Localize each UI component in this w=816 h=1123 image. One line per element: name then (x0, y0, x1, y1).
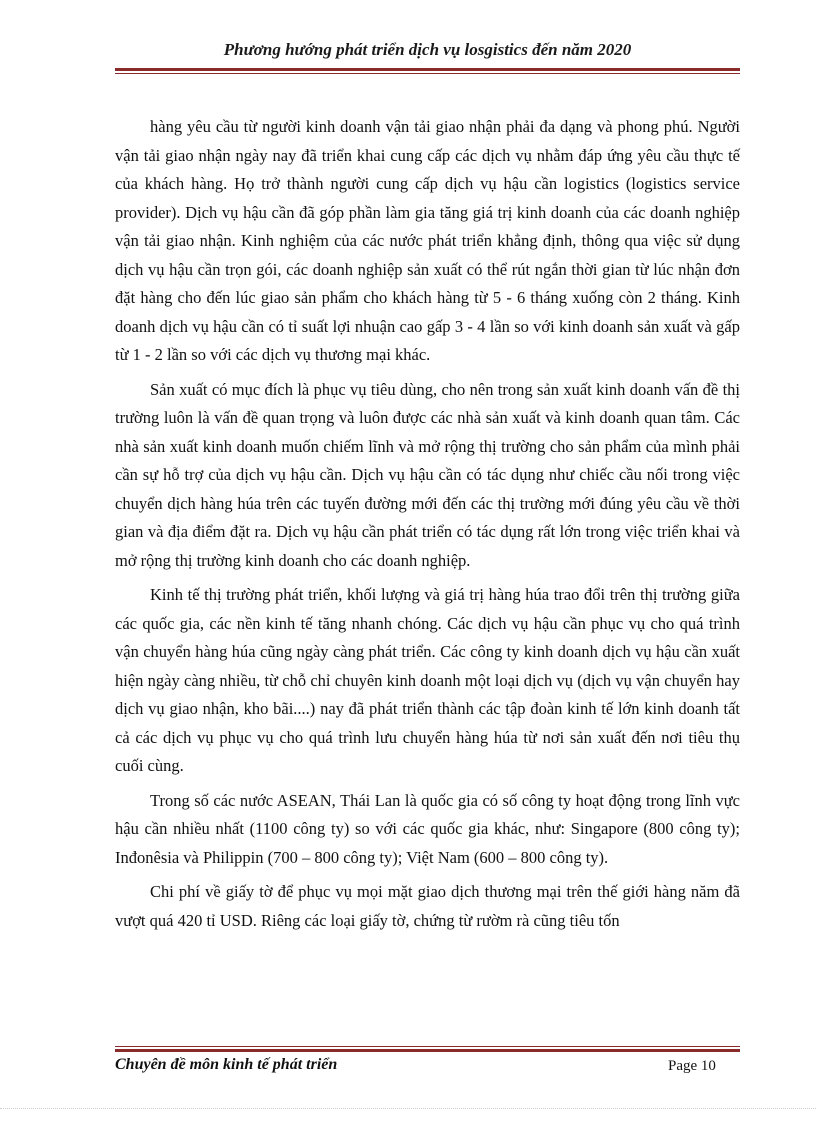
header-rule-thin (115, 73, 740, 74)
paragraph-3: Kinh tế thị trường phát triển, khối lượng và giá trị hàng húa trao đổi trên thị trường giữa các quốc gia, các nền kinh tế tăng nhanh chóng. Các dịch vụ hậu cần phục vụ cho quá trình vận chuyển hàng húa cũng ngày càng phát triển. Các công ty kinh doanh dịch vụ hậu cần xuất hiện ngày càng nhiều, từ chỗ chỉ chuyên kinh doanh một loại dịch vụ (dịch vụ vận chuyển hay dịch vụ giao nhận, kho bãi....) nay đã phát triển thành các tập đoàn kinh tế lớn kinh doanh tất cả các dịch vụ phục vụ cho quá trình lưu chuyển hàng húa từ nơi sản xuất đến nơi tiêu thụ cuối cùng. (115, 585, 740, 775)
page-number: Page 10 (668, 1058, 716, 1074)
footer-course-title: Chuyên đề môn kinh tế phát triển (115, 1056, 338, 1073)
header-rule-thick (115, 68, 740, 71)
footer-rule-thick (115, 1049, 740, 1052)
document-body (115, 113, 740, 941)
paragraph-4: Trong số các nước ASEAN, Thái Lan là quốc gia có số công ty hoạt động trong lĩnh vực hậu cần nhiều nhất (1100 công ty) so với các quốc gia khác, như: Singapore (800 công ty); Inđonêsia và Philippin (700 – 800 công ty); Việt Nam (600 – 800 công ty). (115, 790, 740, 867)
page-bottom-edge (0, 1108, 816, 1109)
footer-rule-thin (115, 1046, 740, 1047)
paragraph-2: Sản xuất có mục đích là phục vụ tiêu dùng, cho nên trong sản xuất kinh doanh vấn đề thị trường luôn là vấn đề quan trọng và luôn được các nhà sản xuất và kinh doanh quan tâm. Các nhà sản xuất kinh doanh muốn chiếm lĩnh và mở rộng thị trường cho sản phẩm của mình phải cần sự hỗ trợ của dịch vụ hậu cần. Dịch vụ hậu cần có tác dụng như chiếc cầu nối trong việc chuyển dịch hàng húa trên các tuyến đường mới đến các thị trường mới đúng yêu cầu về thời gian và địa điểm đặt ra. Dịch vụ hậu cần phát triển có tác dụng rất lớn trong việc triển khai và mở rộng thị trường kinh doanh cho các doanh nghiệp. (115, 379, 740, 570)
page-header-title: Phương hướng phát triển dịch vụ losgistics đến năm 2020 (223, 40, 632, 59)
paragraph-1: hàng yêu cầu từ người kinh doanh vận tải giao nhận phải đa dạng và phong phú. Người vận tải giao nhận ngày nay đã triển khai cung cấp các dịch vụ nhằm đáp ứng yêu cầu thực tế của khách hàng. Họ trở thành người cung cấp dịch vụ hậu cần logistics (logistics service provider). Dịch vụ hậu cần đã góp phần làm gia tăng giá trị kinh doanh của các doanh nghiệp vận tải giao nhận. Kinh nghiệm của các nước phát triển khẳng định, thông qua việc sử dụng dịch vụ hậu cần trọn gói, các doanh nghiệp sản xuất có thể rút ngắn thời gian từ lúc nhận đơn đặt hàng cho đến lúc giao sản phẩm cho khách hàng từ 5 - 6 tháng xuống còn 2 tháng. Kinh doanh dịch vụ hậu cần có tỉ suất lợi nhuận cao gấp 3 - 4 lần so với kinh doanh sản xuất và gấp từ 1 - 2 lần so với các dịch vụ thương mại khác. (115, 117, 740, 364)
paragraph-5: Chi phí về giấy tờ để phục vụ mọi mặt giao dịch thương mại trên thế giới hàng năm đã vượt quá 420 tỉ USD. Riêng các loại giấy tờ, chứng từ rườm rà cũng tiêu tốn (115, 882, 740, 930)
